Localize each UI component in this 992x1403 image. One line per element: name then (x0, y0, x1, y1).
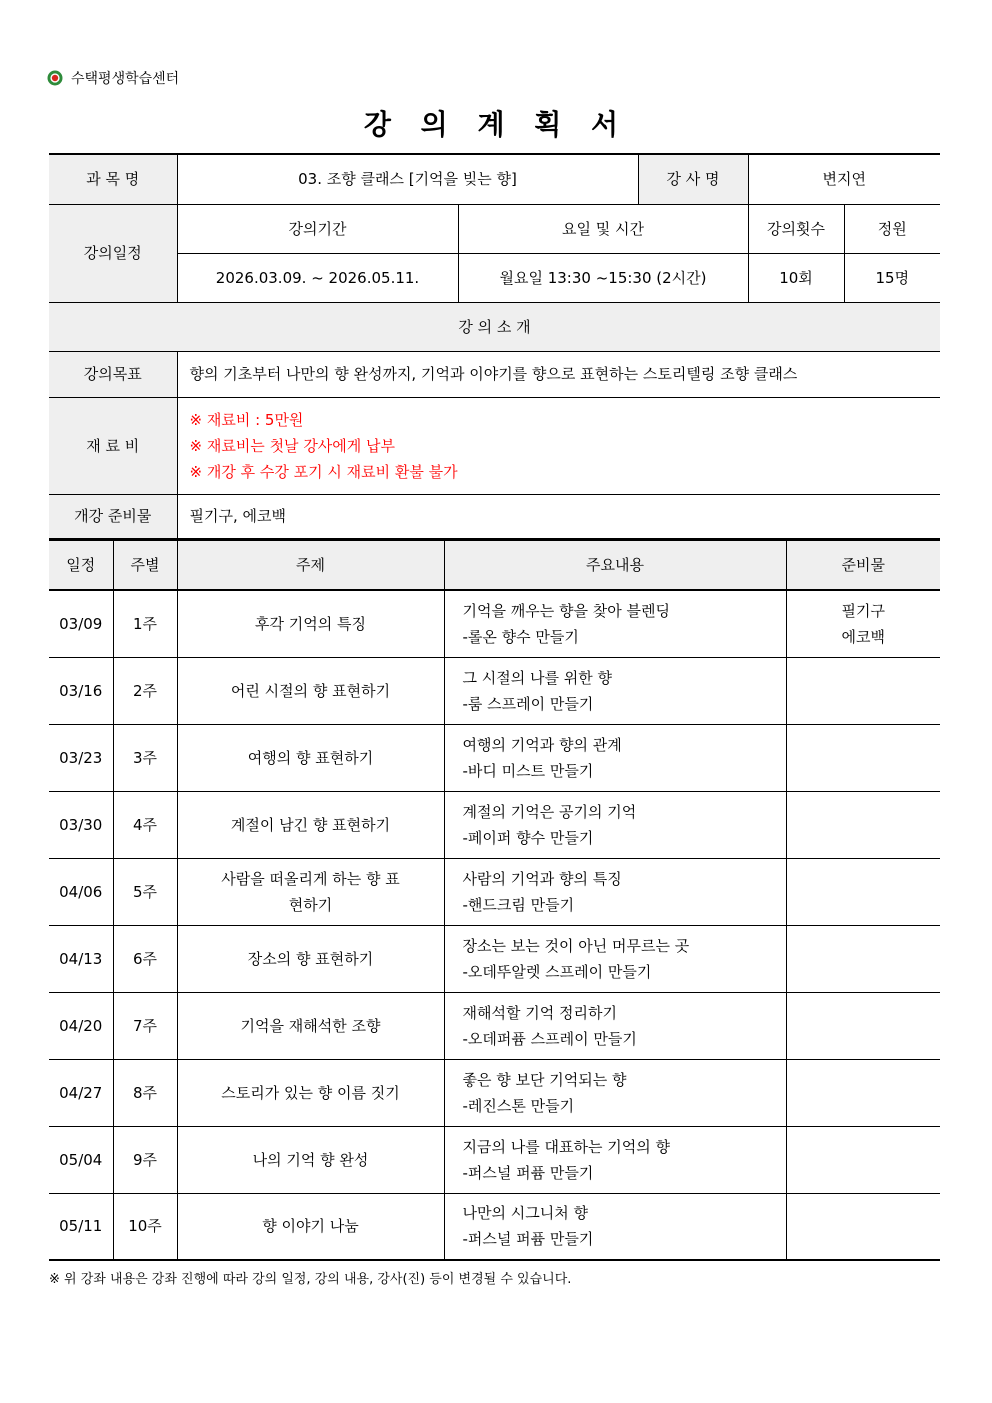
period-value: 2026.03.09. ~ 2026.05.11. (177, 253, 458, 302)
capacity-label: 정원 (844, 204, 940, 253)
schedule-topic: 계절이 남긴 향 표현하기 (177, 791, 444, 858)
organization-header (47, 68, 179, 88)
schedule-prep (786, 724, 940, 791)
schedule-row (49, 992, 940, 1059)
content-line: 여행의 기억과 향의 관계 (462, 735, 622, 754)
material-note: ※ 개강 후 수강 포기 시 재료비 환불 불가 (189, 462, 458, 481)
schedule-week: 4주 (113, 791, 177, 858)
content-line: 그 시절의 나를 위한 향 (462, 668, 612, 687)
weekly-schedule-table (49, 539, 940, 1261)
schedule-content (444, 1193, 786, 1260)
count-label: 강의횟수 (748, 204, 844, 253)
prep-item: 필기구 (841, 601, 885, 620)
schedule-content (444, 590, 786, 657)
period-label: 강의기간 (177, 204, 458, 253)
schedule-topic: 장소의 향 표현하기 (177, 925, 444, 992)
schedule-date: 03/30 (49, 791, 113, 858)
schedule-date: 03/16 (49, 657, 113, 724)
subject-value: 03. 조향 클래스 [기억을 빚는 향] (177, 154, 638, 204)
goal-value: 향의 기초부터 나만의 향 완성까지, 기억과 이야기를 향으로 표현하는 스토리텔링 조향 클래스 (177, 351, 940, 397)
content-line: 장소는 보는 것이 아닌 머무르는 곳 (462, 936, 690, 955)
content-line: 좋은 향 보단 기억되는 향 (462, 1070, 627, 1089)
schedule-content (444, 724, 786, 791)
prep-item: 에코백 (841, 627, 885, 646)
schedule-date: 04/27 (49, 1059, 113, 1126)
content-line: -룸 스프레이 만들기 (462, 694, 594, 713)
schedule-week: 2주 (113, 657, 177, 724)
schedule-topic: 스토리가 있는 향 이름 짓기 (177, 1059, 444, 1126)
content-line: -퍼스널 퍼퓸 만들기 (462, 1230, 594, 1249)
schedule-row (49, 791, 940, 858)
schedule-week: 6주 (113, 925, 177, 992)
content-line: -레진스톤 만들기 (462, 1096, 575, 1115)
content-line: 재해석할 기억 정리하기 (462, 1003, 617, 1022)
content-line: -바디 미스트 만들기 (462, 761, 594, 780)
instructor-label: 강 사 명 (638, 154, 748, 204)
schedule-week: 5주 (113, 858, 177, 925)
prep-value: 필기구, 에코백 (177, 494, 940, 538)
column-header: 준비물 (786, 540, 940, 590)
instructor-value: 변지연 (748, 154, 940, 204)
schedule-prep (786, 657, 940, 724)
schedule-prep (786, 925, 940, 992)
content-line: 계절의 기억은 공기의 기억 (462, 802, 637, 821)
content-line: 기억을 깨우는 향을 찾아 블렌딩 (462, 601, 670, 620)
schedule-content (444, 1126, 786, 1193)
schedule-row (49, 590, 940, 657)
schedule-prep (786, 1059, 940, 1126)
center-logo-icon (47, 70, 63, 86)
content-line: -퍼스널 퍼퓸 만들기 (462, 1163, 594, 1182)
schedule-week: 8주 (113, 1059, 177, 1126)
schedule-topic: 사람을 떠올리게 하는 향 표현하기 (177, 858, 444, 925)
schedule-prep (786, 858, 940, 925)
schedule-week: 1주 (113, 590, 177, 657)
schedule-prep (786, 1193, 940, 1260)
schedule-week: 7주 (113, 992, 177, 1059)
schedule-row (49, 1126, 940, 1193)
material-note: ※ 재료비는 첫날 강사에게 납부 (189, 436, 396, 455)
schedule-row (49, 657, 940, 724)
material-fee-notes (177, 397, 940, 494)
day-time-label: 요일 및 시간 (458, 204, 748, 253)
document-title: 강 의 계 획 서 (363, 108, 629, 141)
schedule-row (49, 1059, 940, 1126)
content-line: -핸드크림 만들기 (462, 895, 575, 914)
schedule-prep (786, 590, 940, 657)
schedule-content (444, 791, 786, 858)
schedule-topic: 기억을 재해석한 조향 (177, 992, 444, 1059)
schedule-date: 03/23 (49, 724, 113, 791)
schedule-date: 04/13 (49, 925, 113, 992)
schedule-topic: 향 이야기 나눔 (177, 1193, 444, 1260)
schedule-content (444, 858, 786, 925)
schedule-date: 04/06 (49, 858, 113, 925)
intro-heading: 강 의 소 개 (49, 302, 940, 351)
capacity-value: 15명 (844, 253, 940, 302)
course-info-table (49, 153, 940, 539)
schedule-content (444, 1059, 786, 1126)
day-time-value: 월요일 13:30 ~15:30 (2시간) (458, 253, 748, 302)
material-note: ※ 재료비 : 5만원 (189, 410, 304, 429)
subject-label: 과 목 명 (49, 154, 177, 204)
schedule-topic: 후각 기억의 특징 (177, 590, 444, 657)
content-line: -오데뚜알렛 스프레이 만들기 (462, 962, 652, 981)
schedule-topic: 여행의 향 표현하기 (177, 724, 444, 791)
schedule-week: 9주 (113, 1126, 177, 1193)
schedule-row (49, 858, 940, 925)
schedule-date: 04/20 (49, 992, 113, 1059)
content-line: 사람의 기억과 향의 특징 (462, 869, 622, 888)
schedule-prep (786, 791, 940, 858)
column-header: 주별 (113, 540, 177, 590)
schedule-date: 03/09 (49, 590, 113, 657)
schedule-week: 10주 (113, 1193, 177, 1260)
prep-label: 개강 준비물 (49, 494, 177, 538)
content-line: -페이퍼 향수 만들기 (462, 828, 594, 847)
schedule-date: 05/04 (49, 1126, 113, 1193)
schedule-content (444, 657, 786, 724)
content-line: -오데퍼퓸 스프레이 만들기 (462, 1029, 637, 1048)
footer-note: ※ 위 강좌 내용은 강좌 진행에 따라 강의 일정, 강의 내용, 강사(진) 등이 변경될 수 있습니다. (49, 1272, 572, 1287)
column-header: 일정 (49, 540, 113, 590)
schedule-label: 강의일정 (49, 204, 177, 302)
schedule-row (49, 925, 940, 992)
schedule-content (444, 925, 786, 992)
schedule-row (49, 1193, 940, 1260)
count-value: 10회 (748, 253, 844, 302)
content-line: 나만의 시그니처 향 (462, 1204, 588, 1223)
schedule-week: 3주 (113, 724, 177, 791)
organization-name: 수택평생학습센터 (71, 71, 180, 87)
content-line: -롤온 향수 만들기 (462, 627, 579, 646)
column-header: 주제 (177, 540, 444, 590)
schedule-prep (786, 992, 940, 1059)
material-fee-label: 재 료 비 (49, 397, 177, 494)
schedule-prep (786, 1126, 940, 1193)
schedule-date: 05/11 (49, 1193, 113, 1260)
schedule-topic: 어린 시절의 향 표현하기 (177, 657, 444, 724)
goal-label: 강의목표 (49, 351, 177, 397)
column-header: 주요내용 (444, 540, 786, 590)
schedule-content (444, 992, 786, 1059)
content-line: 지금의 나를 대표하는 기억의 향 (462, 1137, 670, 1156)
schedule-topic: 나의 기억 향 완성 (177, 1126, 444, 1193)
schedule-row (49, 724, 940, 791)
